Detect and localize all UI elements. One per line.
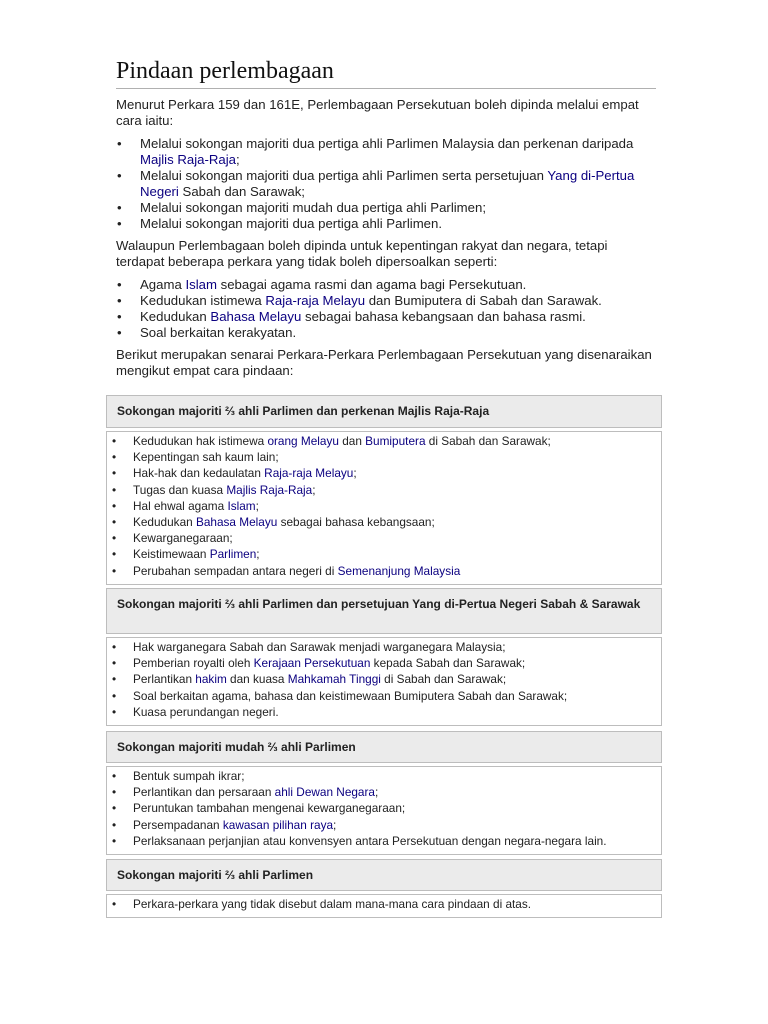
item-text: Melalui sokongan majoriti mudah dua pertiga ahli Parlimen; bbox=[140, 200, 486, 215]
item-text: ; bbox=[333, 817, 337, 832]
section-heading: Sokongan majoriti ⅔ ahli Parlimen dan perkenan Majlis Raja-Raja bbox=[106, 395, 662, 428]
item-text: dan kuasa bbox=[226, 672, 288, 687]
list-item bbox=[107, 817, 661, 833]
list-item bbox=[116, 293, 656, 309]
section-box-majoriti-parlimen bbox=[106, 859, 662, 918]
wiki-link[interactable]: Parlimen bbox=[209, 547, 257, 562]
item-text: Perkara-perkara yang tidak disebut dalam mana-mana cara pindaan di atas. bbox=[133, 897, 532, 911]
section-body bbox=[106, 637, 662, 726]
list-item bbox=[107, 563, 661, 579]
list-item bbox=[116, 216, 656, 232]
wiki-link[interactable]: Yang di-Pertua Negeri bbox=[140, 168, 635, 199]
item-text: ; bbox=[255, 498, 259, 513]
item-text: Melalui sokongan majoriti dua pertiga ahli Parlimen. bbox=[140, 216, 443, 231]
item-text: di Sabah dan Sarawak; bbox=[425, 434, 551, 448]
item-text: Kepentingan sah kaum lain; bbox=[133, 450, 279, 465]
item-text: Perlaksanaan perjanjian atau konvensyen antara Persekutuan dengan negara-negara lain. bbox=[133, 833, 607, 848]
item-text: Perubahan sempadan antara negeri di bbox=[133, 563, 338, 578]
wiki-link[interactable]: Bumiputera bbox=[365, 434, 426, 448]
section-heading: Sokongan majoriti ⅔ ahli Parlimen bbox=[106, 859, 662, 891]
item-text: Soal berkaitan agama, bahasa dan keistimewaan Bumiputera Sabah dan Sarawak; bbox=[133, 688, 568, 703]
list-item bbox=[107, 449, 661, 465]
item-text: Kedudukan istimewa bbox=[140, 293, 266, 308]
item-text: ; bbox=[375, 785, 379, 800]
item-text: Hak-hak dan kedaulatan bbox=[133, 466, 265, 481]
item-text: di Sabah dan Sarawak; bbox=[380, 672, 507, 687]
list-item bbox=[107, 639, 661, 655]
item-text: Perlantikan bbox=[133, 672, 196, 687]
item-text: Kedudukan hak istimewa bbox=[133, 434, 268, 448]
item-text: Kedudukan bbox=[133, 515, 196, 530]
wiki-link[interactable]: ahli Dewan Negara bbox=[274, 785, 375, 800]
list-item bbox=[107, 784, 661, 800]
list-item bbox=[107, 704, 661, 720]
item-text: ; bbox=[353, 466, 357, 481]
item-text: Peruntukan tambahan mengenai kewarganegaraan; bbox=[133, 801, 406, 816]
wiki-link[interactable]: hakim bbox=[195, 672, 227, 687]
item-text: ; bbox=[312, 482, 316, 497]
wiki-link[interactable]: Raja-raja Melayu bbox=[264, 466, 354, 481]
item-text: sebagai bahasa kebangsaan; bbox=[277, 515, 435, 530]
protected-matters-list bbox=[116, 277, 656, 341]
list-item bbox=[116, 200, 656, 216]
item-text: Pemberian royalti oleh bbox=[133, 656, 254, 671]
list-item bbox=[107, 655, 661, 671]
item-text: Sabah dan Sarawak; bbox=[178, 184, 305, 199]
section-body bbox=[106, 431, 662, 585]
wiki-link[interactable]: Majlis Raja-Raja bbox=[140, 152, 237, 167]
list-item bbox=[107, 671, 661, 687]
item-text: Tugas dan kuasa bbox=[133, 482, 227, 497]
item-text: Kuasa perundangan negeri. bbox=[133, 704, 279, 719]
article bbox=[116, 56, 656, 378]
list-item bbox=[107, 768, 661, 784]
item-text: sebagai agama rasmi dan agama bagi Persekutuan. bbox=[216, 277, 527, 292]
amendment-methods-list bbox=[116, 136, 656, 232]
item-text: Bentuk sumpah ikrar; bbox=[133, 769, 245, 783]
item-text: Soal berkaitan kerakyatan. bbox=[140, 325, 297, 340]
section-items-list bbox=[107, 896, 661, 912]
list-item bbox=[107, 530, 661, 546]
item-text: dan bbox=[338, 434, 366, 448]
item-text: Agama bbox=[140, 277, 186, 292]
list-item bbox=[107, 833, 661, 849]
item-text: Perlantikan dan persaraan bbox=[133, 785, 275, 800]
section-items-list bbox=[107, 433, 661, 579]
section-body bbox=[106, 894, 662, 918]
list-item bbox=[107, 433, 661, 449]
item-text: ; bbox=[236, 152, 240, 167]
section-box-yang-di-pertua bbox=[106, 588, 662, 726]
item-text: kepada Sabah dan Sarawak; bbox=[370, 656, 526, 671]
section-body bbox=[106, 766, 662, 855]
item-text: Kewarganegaraan; bbox=[133, 531, 233, 546]
section-box-majlis-raja-raja bbox=[106, 395, 662, 585]
list-item bbox=[116, 277, 656, 293]
list-item bbox=[116, 325, 656, 341]
sections-intro-paragraph: Berikut merupakan senarai Perkara-Perkara Perlembagaan Persekutuan yang disenaraikan mengikut empat cara pindaan: bbox=[116, 347, 652, 378]
page-title: Pindaan perlembagaan bbox=[116, 56, 656, 89]
section-heading: Sokongan majoriti mudah ⅔ ahli Parlimen bbox=[106, 731, 662, 763]
item-text: dan Bumiputera di Sabah dan Sarawak. bbox=[365, 293, 602, 308]
wiki-link[interactable]: Raja-raja Melayu bbox=[265, 293, 366, 308]
list-item bbox=[107, 546, 661, 562]
list-item bbox=[107, 482, 661, 498]
section-heading: Sokongan majoriti ⅔ ahli Parlimen dan persetujuan Yang di-Pertua Negeri Sabah & Sarawak bbox=[106, 588, 662, 634]
wiki-link[interactable]: Majlis Raja-Raja bbox=[226, 482, 313, 497]
wiki-link[interactable]: Kerajaan Persekutuan bbox=[253, 656, 371, 671]
item-text: ; bbox=[256, 547, 260, 562]
item-text: sebagai bahasa kebangsaan dan bahasa rasmi. bbox=[301, 309, 586, 324]
item-text: Kedudukan bbox=[140, 309, 211, 324]
list-item bbox=[107, 896, 661, 912]
item-text: Persempadanan bbox=[133, 817, 223, 832]
list-item bbox=[107, 800, 661, 816]
list-item bbox=[116, 309, 656, 325]
item-text: Hal ehwal agama bbox=[133, 498, 228, 513]
list-item bbox=[107, 688, 661, 704]
wiki-link[interactable]: Bahasa Melayu bbox=[210, 309, 302, 324]
item-text: Melalui sokongan majoriti dua pertiga ahli Parlimen Malaysia dan perkenan daripada bbox=[140, 136, 634, 151]
wiki-link[interactable]: Mahkamah Tinggi bbox=[287, 672, 381, 687]
list-item bbox=[107, 465, 661, 481]
wiki-link[interactable]: Islam bbox=[185, 277, 217, 292]
wiki-link[interactable]: kawasan pilihan raya bbox=[222, 817, 334, 832]
protected-intro-paragraph: Walaupun Perlembagaan boleh dipinda untuk kepentingan rakyat dan negara, tetapi terdapat beberapa perkara yang tidak boleh dipersoalkan seperti: bbox=[116, 238, 608, 269]
section-box-majoriti-mudah bbox=[106, 731, 662, 855]
wiki-link[interactable]: Bahasa Melayu bbox=[195, 515, 278, 530]
list-item bbox=[116, 168, 656, 200]
intro-paragraph: Menurut Perkara 159 dan 161E, Perlembagaan Persekutuan boleh dipinda melalui empat cara iaitu: bbox=[116, 97, 639, 128]
wiki-link[interactable]: orang Melayu bbox=[267, 434, 339, 448]
list-item bbox=[107, 498, 661, 514]
item-text: Hak warganegara Sabah dan Sarawak menjadi warganegara Malaysia; bbox=[133, 640, 506, 654]
wiki-link[interactable]: Semenanjung Malaysia bbox=[337, 563, 461, 578]
wiki-link[interactable]: Islam bbox=[227, 498, 256, 513]
list-item bbox=[107, 514, 661, 530]
section-items-list bbox=[107, 639, 661, 720]
list-item bbox=[116, 136, 656, 168]
item-text: Melalui sokongan majoriti dua pertiga ahli Parlimen serta persetujuan bbox=[140, 168, 548, 183]
item-text: Keistimewaan bbox=[133, 547, 210, 562]
section-items-list bbox=[107, 768, 661, 849]
